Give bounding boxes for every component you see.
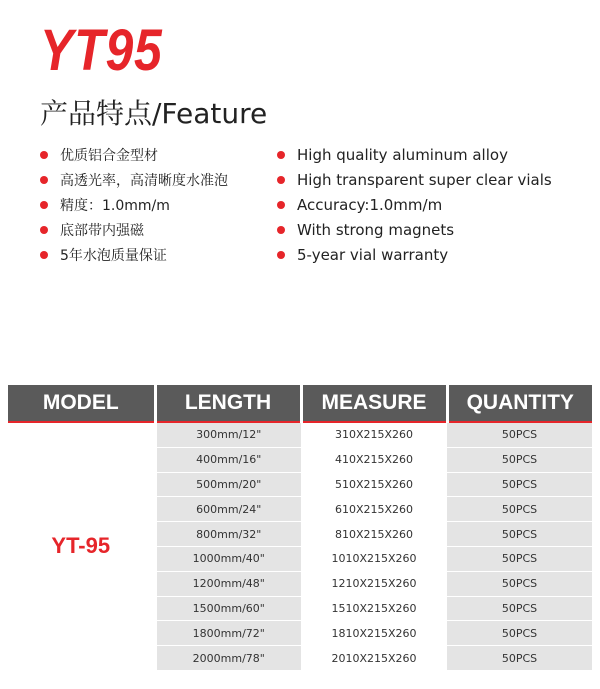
bullet-dot-icon [277,201,285,209]
feature-item-cn [40,167,228,192]
feature-item-cn [40,242,228,267]
feature-text: High transparent super clear vials [297,170,552,189]
feature-list-en [277,142,552,267]
table-row [8,422,592,447]
quantity-cell: 50PCS [447,447,592,472]
quantity-cell: 50PCS [447,646,592,671]
header-length: LENGTH [155,385,301,422]
spec-table [8,385,592,671]
length-cell: 1500mm/60" [155,596,301,621]
feature-text: 高透光率，高清晰度水准泡 [60,172,228,189]
feature-item-cn [40,217,228,242]
feature-item-en [277,192,552,217]
feature-text: 5年水泡质量保证 [60,247,167,264]
length-cell: 400mm/16" [155,447,301,472]
feature-text: Accuracy:1.0mm/m [297,195,443,214]
measure-cell: 1810X215X260 [301,621,447,646]
quantity-cell: 50PCS [447,546,592,571]
feature-item-en [277,242,552,267]
feature-text: High quality aluminum alloy [297,145,508,164]
length-cell: 600mm/24" [155,497,301,522]
feature-item-cn [40,192,228,217]
measure-cell: 2010X215X260 [301,646,447,671]
length-cell: 800mm/32" [155,522,301,547]
measure-cell: 410X215X260 [301,447,447,472]
bullet-dot-icon [40,251,48,259]
feature-text: 5-year vial warranty [297,245,449,264]
measure-cell: 510X215X260 [301,472,447,497]
table-header-row [8,385,592,422]
feature-item-cn [40,142,228,167]
quantity-cell: 50PCS [447,571,592,596]
feature-text: 优质铝合金型材 [60,147,158,164]
feature-list-cn [40,142,228,267]
header-model: MODEL [8,385,155,422]
bullet-dot-icon [277,151,285,159]
product-model-title: YT95 [40,18,163,83]
measure-cell: 1010X215X260 [301,546,447,571]
model-cell: YT-95 [8,422,155,670]
feature-item-en [277,217,552,242]
bullet-dot-icon [277,251,285,259]
bullet-dot-icon [40,151,48,159]
bullet-dot-icon [40,176,48,184]
feature-item-en [277,167,552,192]
quantity-cell: 50PCS [447,497,592,522]
measure-cell: 1510X215X260 [301,596,447,621]
length-cell: 1200mm/48" [155,571,301,596]
quantity-cell: 50PCS [447,621,592,646]
length-cell: 1000mm/40" [155,546,301,571]
measure-cell: 1210X215X260 [301,571,447,596]
header-measure: MEASURE [301,385,447,422]
length-cell: 2000mm/78" [155,646,301,671]
feature-text: 底部带内强磁 [60,222,144,239]
measure-cell: 610X215X260 [301,497,447,522]
bullet-dot-icon [277,226,285,234]
measure-cell: 810X215X260 [301,522,447,547]
quantity-cell: 50PCS [447,522,592,547]
bullet-dot-icon [277,176,285,184]
length-cell: 300mm/12" [155,422,301,447]
header-quantity: QUANTITY [447,385,592,422]
length-cell: 1800mm/72" [155,621,301,646]
feature-item-en [277,142,552,167]
measure-cell: 310X215X260 [301,422,447,447]
feature-text: 精度：1.0mm/m [60,197,170,214]
bullet-dot-icon [40,226,48,234]
feature-text: With strong magnets [297,220,455,239]
bullet-dot-icon [40,201,48,209]
quantity-cell: 50PCS [447,472,592,497]
quantity-cell: 50PCS [447,422,592,447]
section-title: 产品特点/Feature [40,97,268,130]
length-cell: 500mm/20" [155,472,301,497]
quantity-cell: 50PCS [447,596,592,621]
